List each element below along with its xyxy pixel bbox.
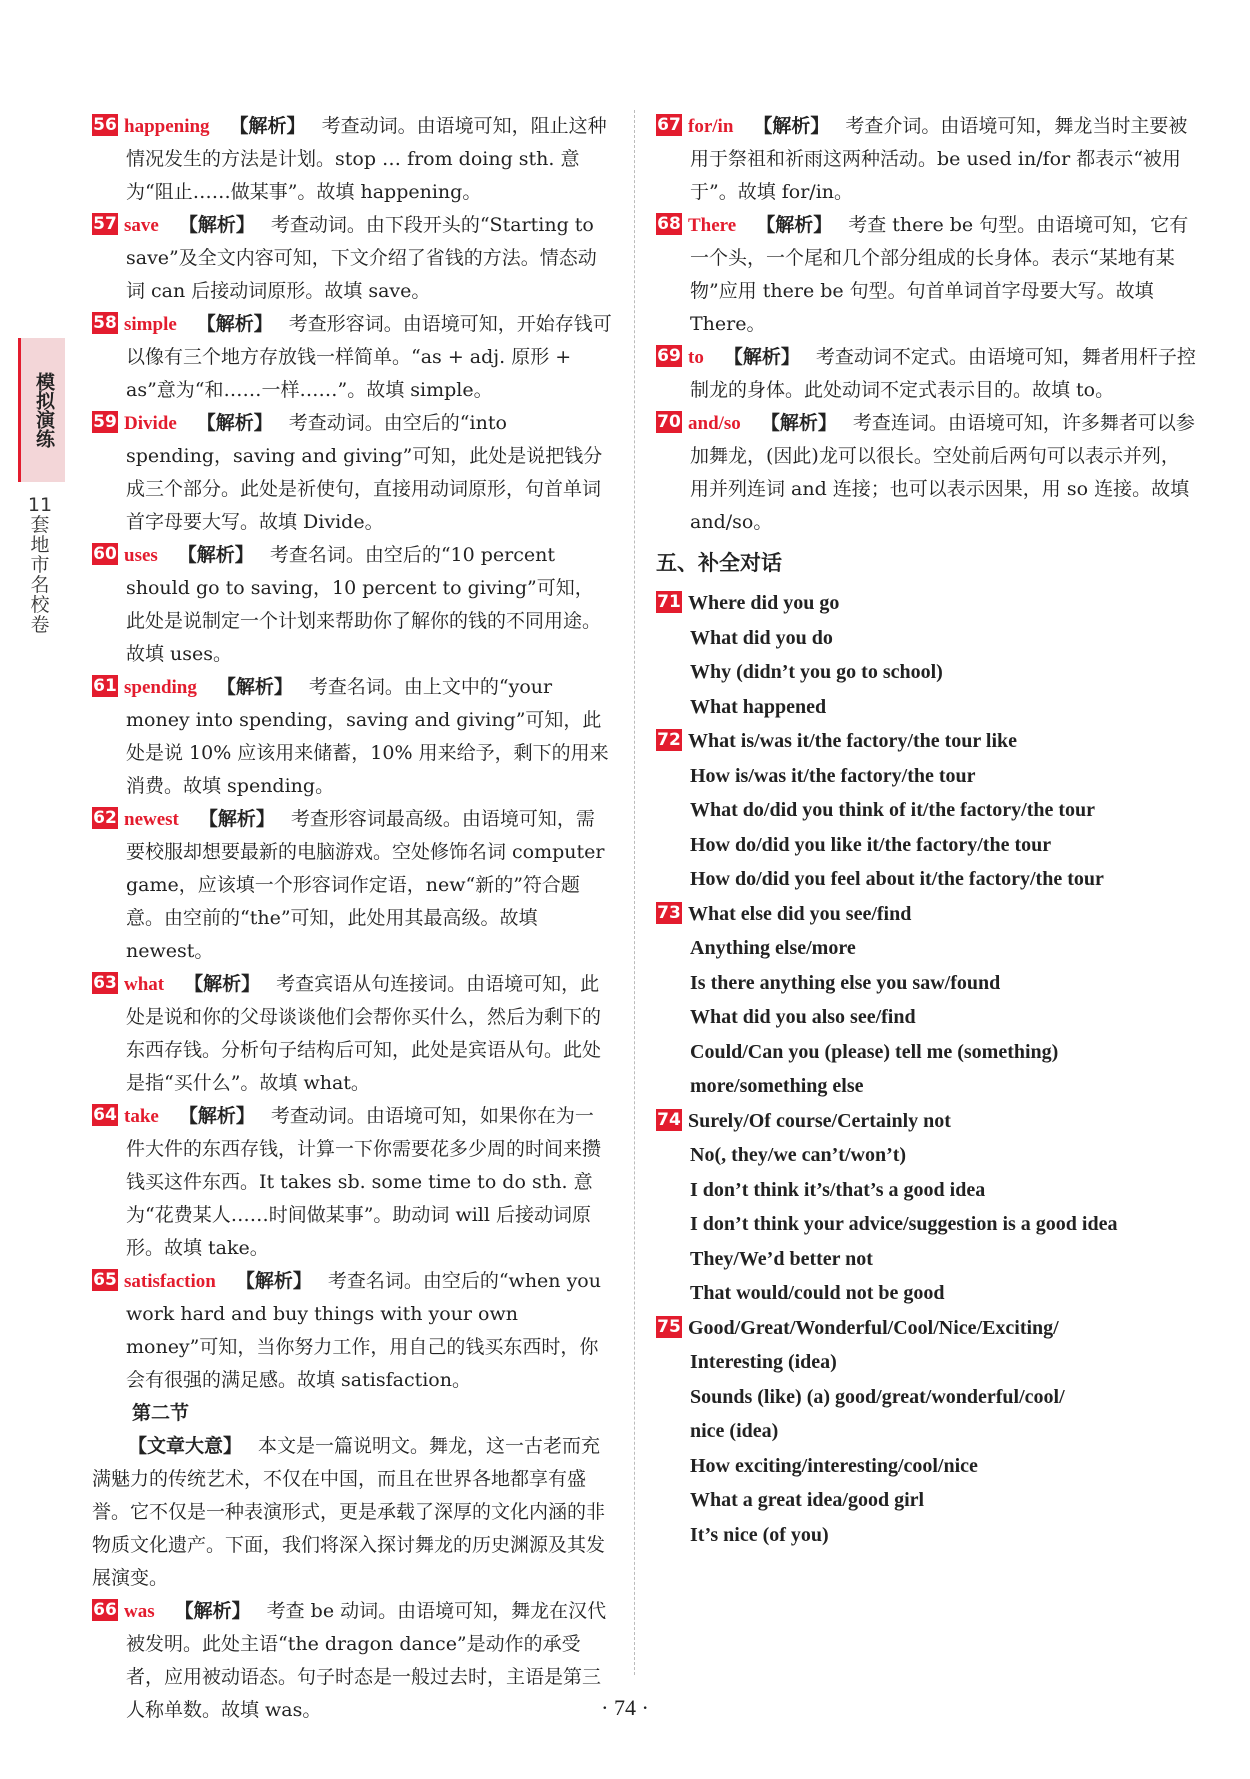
dialog-line-text: What happened (690, 695, 827, 718)
dialog-line (656, 1276, 1196, 1311)
dialog-line (656, 1173, 1196, 1208)
analysis-text: 考查动词。由语境可知，阻止这种情况发生的方法是计划。stop … from doing sth. 意为“阻止……做某事”。故填 happening。 (126, 115, 607, 203)
dialog-line (656, 828, 1196, 863)
side-tab-char: 卷 (30, 613, 50, 636)
dialog-line-text: They/We’d better not (690, 1247, 873, 1270)
dialog-line-text: more/something else (690, 1075, 864, 1097)
dialog-line (656, 1242, 1196, 1277)
question-number: 75 (657, 1316, 681, 1337)
answer-word: to (688, 347, 704, 368)
dialog-line (656, 621, 1196, 656)
analysis-text: 考查宾语从句连接词。由语境可知，此处是说和你的父母谈谈他们会帮你买什么，然后为剩下的东西存钱。分析句子结构后可知，此处是宾语从句。此处是指“买什么”。故填 what。 (126, 973, 602, 1094)
answer-entry-61 (92, 671, 612, 803)
answer-word: was (124, 1601, 155, 1622)
dialog-line (656, 1000, 1196, 1035)
dialog-line (656, 897, 1196, 932)
question-number: 68 (657, 214, 681, 234)
right-column (656, 110, 1196, 1552)
side-tab-label: 模拟演练 (18, 338, 65, 482)
dialog-line-text: What did you do (690, 626, 833, 649)
analysis-text: 考查动词不定式。由语境可知，舞者用杆子控制龙的身体。此处动词不定式表示目的。故填 to。 (690, 346, 1196, 401)
question-number: 67 (657, 115, 681, 135)
analysis-text: 考查动词。由语境可知，如果你在为一件大件的东西存钱，计算一下你需要花多少周的时间来攒钱买这件东西。It takes sb. some time to do sth. 意为“花费某人……时间做某事”。助动词 will 后接动词原形。故填 take。 (126, 1105, 602, 1259)
dialog-line (656, 724, 1196, 759)
answer-word: Divide (124, 413, 177, 434)
dialog-line (656, 1414, 1196, 1449)
dialog-line (656, 931, 1196, 966)
question-number: 62 (93, 808, 117, 828)
analysis-text: 考查 there be 句型。由语境可知，它有一个头，一个尾和几个部分组成的长身体。表示“某地有某物”应用 there be 句型。句首单词首字母要大写。故填 There。 (690, 214, 1189, 335)
analysis-text: 考查动词。由空后的“into spending，saving and giving”可知，此处是说把钱分成三个部分。此处是祈使句，直接用动词原形，句首单词首字母要大写。故填 Divide。 (126, 412, 603, 533)
analysis-text: 考查动词。由下段开头的“Starting to save”及全文内容可知，下文介绍了省钱的方法。情态动词 can 后接动词原形。故填 save。 (126, 214, 597, 302)
analysis-tag: 【解析】 (753, 115, 830, 137)
question-number: 70 (657, 412, 681, 432)
analysis-tag: 【解析】 (235, 1270, 312, 1292)
answer-word: and/so (688, 413, 741, 434)
question-number: 71 (657, 592, 681, 612)
dialog-line-text: Is there anything else you saw/found (690, 971, 1001, 994)
dialog-line-text: What do/did you think of it/the factory/the tour (690, 799, 1096, 821)
answer-entry-65 (92, 1265, 612, 1397)
dialog-line-text: I don’t think your advice/suggestion is a good idea (690, 1213, 1118, 1235)
answer-word: simple (124, 314, 177, 335)
dialog-line-text: What is/was it/the factory/the tour like (688, 730, 1018, 752)
analysis-tag: 【解析】 (184, 973, 261, 995)
article-summary-text: 本文是一篇说明文。舞龙，这一古老而充满魅力的传统艺术，不仅在中国，而且在世界各地都享有盛誉。它不仅是一种表演形式，更是承载了深厚的文化内涵的非物质文化遗产。下面，我们将深入探讨舞龙的历史渊源及其发展演变。 (92, 1435, 606, 1589)
column-divider (634, 110, 635, 1675)
dialog-line (656, 1035, 1196, 1070)
side-tab-sub (18, 496, 62, 636)
answer-entry-68 (656, 209, 1196, 341)
answer-entry-57 (92, 209, 612, 308)
answer-entry-63 (92, 968, 612, 1100)
dialog-line-text: It’s nice (of you) (690, 1523, 829, 1546)
answer-word: spending (124, 677, 197, 698)
section-5-title: 五、补全对话 (656, 551, 782, 575)
answer-word: save (124, 215, 159, 236)
dialog-answers (656, 586, 1196, 1552)
answer-word: There (688, 215, 737, 236)
dialog-line-text: That would/could not be good (690, 1282, 945, 1304)
dialog-line (656, 1483, 1196, 1518)
analysis-tag: 【解析】 (229, 115, 306, 137)
dialog-line (656, 1518, 1196, 1553)
analysis-tag: 【解析】 (178, 214, 255, 236)
answer-entry-59 (92, 407, 612, 539)
dialog-line (656, 586, 1196, 621)
dialog-line-text: Could/Can you (please) tell me (something) (690, 1040, 1059, 1063)
question-number: 58 (93, 313, 117, 333)
dialog-line (656, 1104, 1196, 1139)
question-number: 57 (93, 214, 117, 234)
side-tab-char: 校 (30, 593, 50, 616)
side-tab-char: 地 (30, 533, 50, 556)
question-number: 59 (93, 412, 117, 432)
analysis-text: 考查介词。由语境可知，舞龙当时主要被用于祭祖和祈雨这两种活动。be used in/for 都表示“被用于”。故填 for/in。 (690, 115, 1188, 203)
answer-word: take (124, 1106, 159, 1127)
dialog-line (656, 966, 1196, 1001)
side-tab-char: 名 (30, 573, 50, 596)
dialog-line-text: What else did you see/find (688, 902, 912, 925)
question-number: 74 (657, 1109, 681, 1130)
answer-word: satisfaction (124, 1271, 216, 1292)
question-number: 61 (93, 676, 117, 696)
dialog-line-text: What did you also see/find (690, 1006, 916, 1028)
answer-word: uses (124, 545, 158, 566)
dialog-line (656, 655, 1196, 690)
dialog-line (656, 1138, 1196, 1173)
left-column (92, 110, 612, 1727)
question-number: 63 (93, 973, 117, 993)
analysis-text: 考查名词。由上文中的“your money into spending，saving and giving”可知，此处是说 10% 应该用来储蓄，10% 用来给予，剩下的用来消费。故填 spending。 (126, 676, 609, 797)
dialog-line-text: Where did you go (688, 592, 840, 614)
side-tab (18, 338, 62, 636)
analysis-tag: 【解析】 (756, 214, 833, 236)
analysis-tag: 【解析】 (216, 676, 293, 698)
dialog-line-text: Anything else/more (690, 937, 856, 959)
dialog-answer-74 (656, 1104, 1196, 1311)
article-summary-tag: 【文章大意】 (128, 1435, 243, 1457)
answer-word: newest (124, 809, 179, 830)
question-number: 73 (657, 902, 681, 923)
analysis-tag: 【解析】 (196, 313, 273, 335)
answer-word: happening (124, 116, 210, 137)
analysis-tag: 【解析】 (177, 544, 254, 566)
dialog-line-text: I don’t think it’s/that’s a good idea (690, 1178, 986, 1201)
dialog-line-text: How exciting/interesting/cool/nice (690, 1454, 978, 1477)
side-tab-char: 市 (30, 553, 50, 576)
dialog-line (656, 793, 1196, 828)
question-number: 65 (93, 1270, 117, 1290)
dialog-line-text: Interesting (idea) (690, 1351, 837, 1373)
answer-entry-56 (92, 110, 612, 209)
dialog-line-text: No(, they/we can’t/won’t) (690, 1144, 907, 1166)
answer-word: what (124, 974, 165, 995)
article-summary (92, 1430, 612, 1595)
analysis-tag: 【解析】 (174, 1600, 251, 1622)
question-number: 72 (657, 730, 681, 750)
page-number: · 74 · (601, 1695, 649, 1720)
analysis-text: 考查 be 动词。由语境可知，舞龙在汉代被发明。此处主语“the dragon dance”是动作的承受者，应用被动语态。句子时态是一般过去时，主语是第三人称单数。故填 was。 (126, 1600, 607, 1721)
dialog-line-text: What a great idea/good girl (690, 1489, 925, 1511)
analysis-text: 考查形容词最高级。由语境可知，需要校服却想要最新的电脑游戏。空处修饰名词 computer game，应该填一个形容词作定语，new“新的”符合题意。由空前的“the”可知，此处用其最高级。故填 newest。 (126, 808, 605, 962)
dialog-line-text: Sounds (like) (a) good/great/wonderful/cool/ (690, 1385, 1065, 1408)
dialog-answer-73 (656, 897, 1196, 1104)
analysis-text: 考查形容词。由语境可知，开始存钱可以像有三个地方存放钱一样简单。“as + adj. 原形 + as”意为“和……一样……”。故填 simple。 (126, 313, 612, 401)
dialog-answer-71 (656, 586, 1196, 724)
analysis-tag: 【解析】 (196, 412, 273, 434)
analysis-text: 考查连词。由语境可知，许多舞者可以参加舞龙，(因此)龙可以很长。空处前后两句可以表示并列，用并列连词 and 连接；也可以表示因果，用 so 连接。故填 and/so。 (690, 412, 1195, 533)
answer-word: for/in (688, 116, 734, 137)
dialog-answer-72 (656, 724, 1196, 897)
dialog-line (656, 1449, 1196, 1484)
analysis-tag: 【解析】 (198, 808, 275, 830)
side-tab-char: 套 (30, 513, 50, 536)
dialog-line-text: How is/was it/the factory/the tour (690, 764, 976, 787)
dialog-line (656, 1207, 1196, 1242)
analysis-text: 考查名词。由空后的“10 percent should go to saving，10 percent to giving”可知，此处是说制定一个计划来帮助你了解你的钱的不同用途。故填 uses。 (126, 544, 602, 665)
analysis-tag: 【解析】 (760, 412, 837, 434)
dialog-line-text: nice (idea) (690, 1420, 779, 1442)
side-tab-char: 11 (27, 494, 53, 516)
dialog-line-text: Good/Great/Wonderful/Cool/Nice/Exciting/ (688, 1316, 1059, 1339)
dialog-line (656, 690, 1196, 725)
section-2-title: 第二节 (132, 1402, 190, 1424)
answer-entry-70 (656, 407, 1196, 539)
dialog-answer-75 (656, 1311, 1196, 1553)
analysis-text: 考查名词。由空后的“when you work hard and buy things with your own money”可知，当你努力工作，用自己的钱买东西时，你会有很强的满足感。故填 satisfaction。 (126, 1270, 601, 1391)
question-number: 60 (93, 544, 117, 564)
dialog-line-text: How do/did you feel about it/the factory/the tour (690, 868, 1104, 890)
answer-entry-69 (656, 341, 1196, 407)
analysis-tag: 【解析】 (723, 346, 800, 368)
dialog-line-text: Why (didn’t you go to school) (690, 661, 943, 683)
question-number: 69 (657, 346, 681, 366)
question-number: 64 (93, 1105, 117, 1125)
dialog-line (656, 862, 1196, 897)
question-number: 66 (93, 1600, 117, 1620)
question-number: 56 (93, 115, 117, 135)
dialog-line-text: How do/did you like it/the factory/the tour (690, 833, 1052, 856)
answer-entry-64 (92, 1100, 612, 1265)
dialog-line (656, 1380, 1196, 1415)
answer-entry-58 (92, 308, 612, 407)
dialog-line (656, 1345, 1196, 1380)
dialog-line-text: Surely/Of course/Certainly not (688, 1109, 951, 1132)
dialog-line (656, 1069, 1196, 1104)
analysis-tag: 【解析】 (178, 1105, 255, 1127)
answer-entry-60 (92, 539, 612, 671)
answer-entry-62 (92, 803, 612, 968)
dialog-line (656, 1311, 1196, 1346)
dialog-line (656, 759, 1196, 794)
answer-entry-67 (656, 110, 1196, 209)
